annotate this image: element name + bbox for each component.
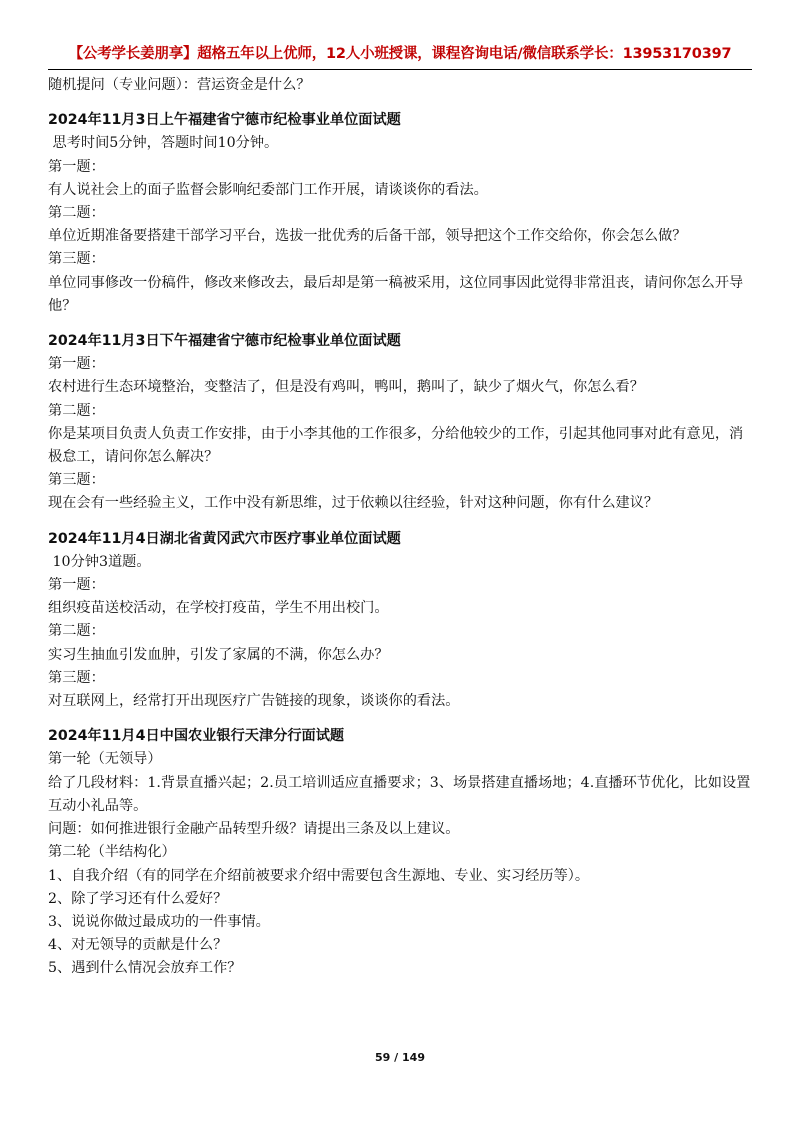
section-line: 第一题： [48, 577, 105, 594]
section-line: 2、除了学习还有什么爱好？ [48, 890, 228, 907]
section-line: 问题：如何推进银行金融产品转型升级？请提出三条及以上建议。 [48, 821, 460, 838]
section-line: 单位同事修改一份稿件，修改来修改去，最后却是第一稿被采用，这位同事因此觉得非常沮丧，请问你怎么开导他？ [48, 274, 744, 314]
section-line: 第二题： [48, 205, 105, 222]
section-line: 实习生抽血引发血肿，引发了家属的不满，你怎么办？ [48, 646, 389, 663]
section-title: 2024年11月4日湖北省黄冈武穴市医疗事业单位面试题 [48, 530, 401, 547]
section-line: 给了几段材料：1.背景直播兴起；2.员工培训适应直播要求；3、场景搭建直播场地；4.直播环节优化，比如设置互动小礼品等。 [48, 774, 751, 814]
page-separator: / [394, 1051, 399, 1064]
page-current: 59 [375, 1051, 391, 1064]
sections-container [48, 109, 752, 980]
section-line: 思考时间5分钟，答题时间10分钟。 [48, 135, 279, 152]
section-line: 农村进行生态环境整治，变整洁了，但是没有鸡叫，鸭叫，鹅叫了，缺少了烟火气，你怎么看？ [48, 379, 644, 396]
section-line: 对互联网上，经常打开出现医疗广告链接的现象，谈谈你的看法。 [48, 693, 460, 710]
section-line: 3、说说你做过最成功的一件事情。 [48, 913, 270, 930]
section-line: 第三题： [48, 251, 105, 268]
intro-question: 随机提问（专业问题）：营运资金是什么？ [48, 77, 311, 93]
section-line: 第二轮（半结构化） [48, 844, 176, 861]
section-line: 你是某项目负责人负责工作安排，由于小李其他的工作很多，分给他较少的工作，引起其他同事对此有意见，消极怠工，请问你怎么解决？ [48, 425, 744, 466]
section-line: 有人说社会上的面子监督会影响纪委部门工作开展，请谈谈你的看法。 [48, 181, 488, 198]
section-line: 第三题： [48, 669, 105, 686]
section-line: 第二题： [48, 402, 105, 419]
section-line: 1、自我介绍（有的同学在介绍前被要求介绍中需要包含生源地、专业、实习经历等）。 [48, 867, 590, 884]
section-line: 现在会有一些经验主义，工作中没有新思维，过于依赖以往经验，针对这种问题，你有什么建议？ [48, 495, 659, 512]
section-line: 10分钟3道题。 [48, 553, 151, 570]
document-body [48, 74, 752, 981]
section-line: 第一题： [48, 158, 105, 175]
section-line: 第三题： [48, 472, 105, 489]
section-line: 4、对无领导的贡献是什么？ [48, 937, 228, 954]
section-title: 2024年11月3日上午福建省宁德市纪检事业单位面试题 [48, 112, 401, 129]
section-title: 2024年11月4日中国农业银行天津分行面试题 [48, 728, 345, 745]
header-divider [48, 69, 752, 70]
page-number [0, 1051, 800, 1064]
section-title: 2024年11月3日下午福建省宁德市纪检事业单位面试题 [48, 333, 401, 350]
page-total: 149 [402, 1051, 425, 1064]
section-line: 5、遇到什么情况会放弃工作？ [48, 960, 242, 977]
page-header-banner: 【公考学长姜朋享】超格五年以上优师，12人小班授课，课程咨询电话/微信联系学长：13953170397 [68, 46, 732, 62]
section-line: 第一题： [48, 356, 105, 373]
section-line: 组织疫苗送校活动，在学校打疫苗，学生不用出校门。 [48, 600, 389, 617]
section-line: 单位近期准备要搭建干部学习平台，选拔一批优秀的后备干部，领导把这个工作交给你，你会怎么做？ [48, 228, 687, 245]
section-line: 第二题： [48, 623, 105, 640]
section-line: 第一轮（无领导） [48, 751, 162, 768]
